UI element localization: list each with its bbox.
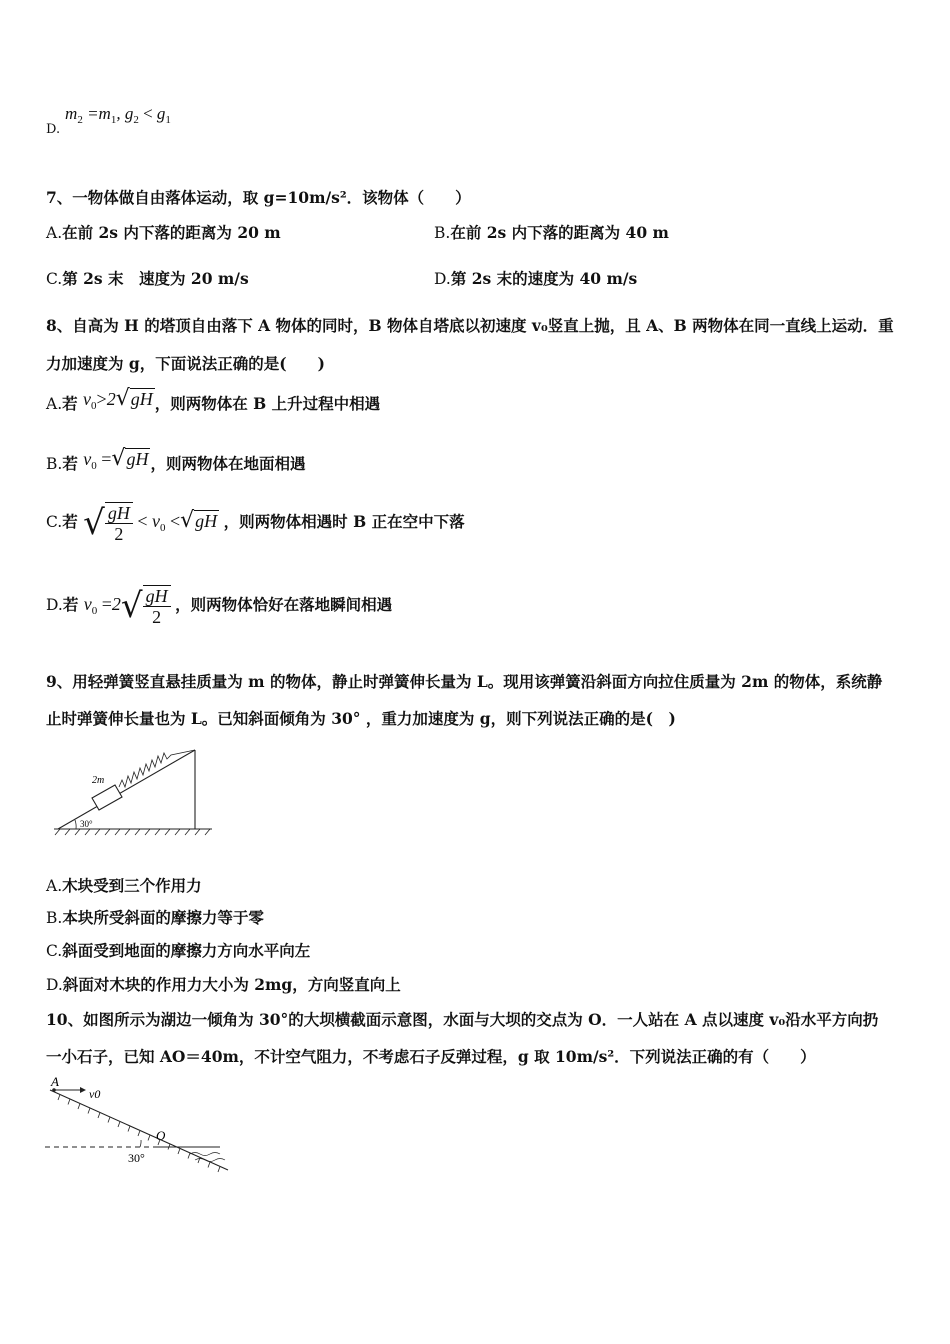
point-o-label: O xyxy=(156,1128,166,1143)
dam-cross-section-figure xyxy=(40,1072,240,1177)
option-label: B. xyxy=(46,455,63,473)
q8-option-a xyxy=(46,386,380,414)
angle-label: 30° xyxy=(128,1151,145,1165)
option-text: 第 2s 末的速度为 40 m/s xyxy=(450,269,638,288)
option-text: 在前 2s 内下落的距离为 20 m xyxy=(62,223,281,242)
option-prefix: 若 xyxy=(62,394,78,413)
option-label: A. xyxy=(46,877,63,895)
incline-spring-figure xyxy=(50,745,220,840)
point-a-label: A xyxy=(51,1074,59,1089)
option-label: D. xyxy=(46,976,63,994)
option-text: ，则两物体相遇时 B 正在空中下落 xyxy=(223,512,465,532)
q8-stem-line2: 力加速度为 g，下面说法正确的是( ) xyxy=(46,354,325,373)
option-label: D. xyxy=(434,270,451,288)
option-text: ，则两物体恰好在落地瞬间相遇 xyxy=(175,595,393,615)
angle-label: 30° xyxy=(80,819,93,829)
option-label: C. xyxy=(46,270,63,288)
q9-option-a xyxy=(46,874,202,896)
option-label: C. xyxy=(46,513,63,532)
option-label: A. xyxy=(46,224,63,242)
q9-stem-line2: 止时弹簧伸长量也为 L。已知斜面倾角为 30° ，重力加速度为 g，则下列说法正确的是( ) xyxy=(46,709,676,728)
velocity-label: v0 xyxy=(89,1087,101,1101)
option-prefix: 若 xyxy=(62,454,78,473)
q7-option-a xyxy=(46,221,281,243)
option-text: 木块受到三个作用力 xyxy=(62,876,202,895)
option-label: D. xyxy=(46,596,63,615)
option-label: A. xyxy=(46,395,63,413)
q8-option-b xyxy=(46,446,305,474)
formula-d: $v_0 =2√$ $\frac{gH}{2}$ xyxy=(84,594,175,614)
option-label: B. xyxy=(46,909,63,927)
q7-stem: 7、一物体做自由落体运动，取 g=10m/s²．该物体（ ） xyxy=(46,188,471,207)
q8-stem-line1: 8、自高为 H 的塔顶自由落下 A 物体的同时，B 物体自塔底以初速度 v₀竖直上抛，且 A、B 两物体在同一直线上运动．重 xyxy=(46,316,894,335)
option-text: ，则两物体在 B 上升过程中相遇 xyxy=(154,394,381,413)
q7-option-d xyxy=(434,267,637,289)
q8-option-c xyxy=(46,502,465,544)
formula-b: $v_0 =√gH$ xyxy=(83,446,149,472)
formula: $m_2 =m_1$, $g_2 < g_1$ xyxy=(65,104,171,126)
option-text: 斜面对木块的作用力大小为 2mg，方向竖直向上 xyxy=(62,975,401,994)
q10-stem-line1: 10、如图所示为湖边一倾角为 30°的大坝横截面示意图，水面与大坝的交点为 O．一人站在 A 点以速度 v₀沿水平方向扔 xyxy=(46,1010,879,1029)
q10-stem-line2: 一小石子，已知 AO＝40m，不计空气阻力，不考虑石子反弹过程，g 取 10m/s²．下列说法正确的有（ ） xyxy=(46,1047,816,1066)
option-text: 斜面受到地面的摩擦力方向水平向左 xyxy=(62,941,311,960)
q9-option-d xyxy=(46,973,401,995)
option-label: B. xyxy=(434,224,451,242)
option-prefix: 若 xyxy=(62,595,79,615)
mass-label: 2m xyxy=(92,775,105,786)
q9-option-c xyxy=(46,939,310,961)
option-prefix: 若 xyxy=(62,512,78,532)
option-label: C. xyxy=(46,942,63,960)
formula-a: $v_0>2√gH$ xyxy=(83,386,153,412)
formula-c: √ $\frac{gH}{2}$ < $v_0 <√gH$ xyxy=(83,503,218,544)
option-text: 第 2s 末 速度为 20 m/s xyxy=(62,269,249,288)
q6-option-d xyxy=(46,104,171,137)
q9-option-b xyxy=(46,906,264,928)
option-text: 本块所受斜面的摩擦力等于零 xyxy=(62,908,264,927)
option-label: D. xyxy=(46,122,61,137)
option-text: ，则两物体在地面相遇 xyxy=(150,454,306,473)
q7-option-c xyxy=(46,267,249,289)
q8-option-d xyxy=(46,585,392,627)
option-text: 在前 2s 内下落的距离为 40 m xyxy=(450,223,669,242)
q7-option-b xyxy=(434,221,669,243)
q9-stem-line1: 9、用轻弹簧竖直悬挂质量为 m 的物体，静止时弹簧伸长量为 L。现用该弹簧沿斜面方向拉住质量为 2m 的物体，系统静 xyxy=(46,672,883,691)
